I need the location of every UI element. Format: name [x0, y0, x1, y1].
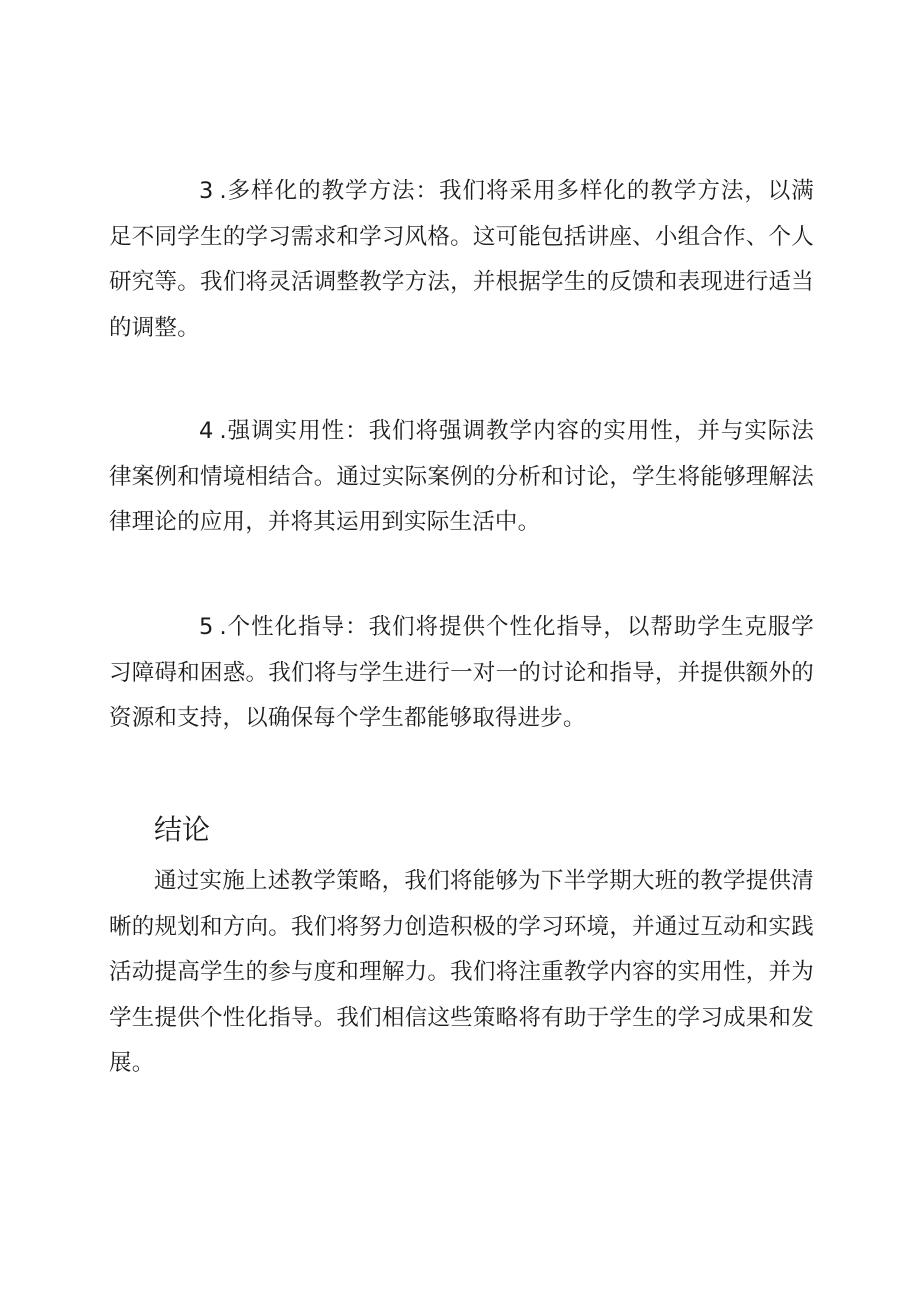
- item-number: 3: [199, 178, 214, 204]
- item-text: .个性化指导：我们将提供个性化指导，以帮助学生克服学习障碍和困惑。我们将与学生进行一对一的讨论和指导，并提供额外的资源和支持，以确保每个学生都能够取得进步。: [109, 614, 814, 731]
- conclusion-heading: 结论: [154, 813, 211, 846]
- conclusion-paragraph: 通过实施上述教学策略，我们将能够为下半学期大班的教学提供清晰的规划和方向。我们将努力创造积极的学习环境，并通过互动和实践活动提高学生的参与度和理解力。我们将注重教学内容的实用性，并为学生提供个性化指导。我们相信这些策略将有助于学生的学习成果和发展。: [109, 868, 814, 1076]
- strategy-item-3: [109, 169, 814, 351]
- strategy-item-4: [109, 409, 814, 546]
- item-number: 4: [199, 418, 214, 444]
- strategy-item-5: [109, 605, 814, 742]
- item-text: .多样化的教学方法：我们将采用多样化的教学方法，以满足不同学生的学习需求和学习风格。这可能包括讲座、小组合作、个人研究等。我们将灵活调整教学方法，并根据学生的反馈和表现进行适当的调整。: [109, 178, 814, 341]
- item-text: .强调实用性：我们将强调教学内容的实用性，并与实际法律案例和情境相结合。通过实际案例的分析和讨论，学生将能够理解法律理论的应用，并将其运用到实际生活中。: [109, 418, 814, 535]
- item-number: 5: [199, 614, 214, 640]
